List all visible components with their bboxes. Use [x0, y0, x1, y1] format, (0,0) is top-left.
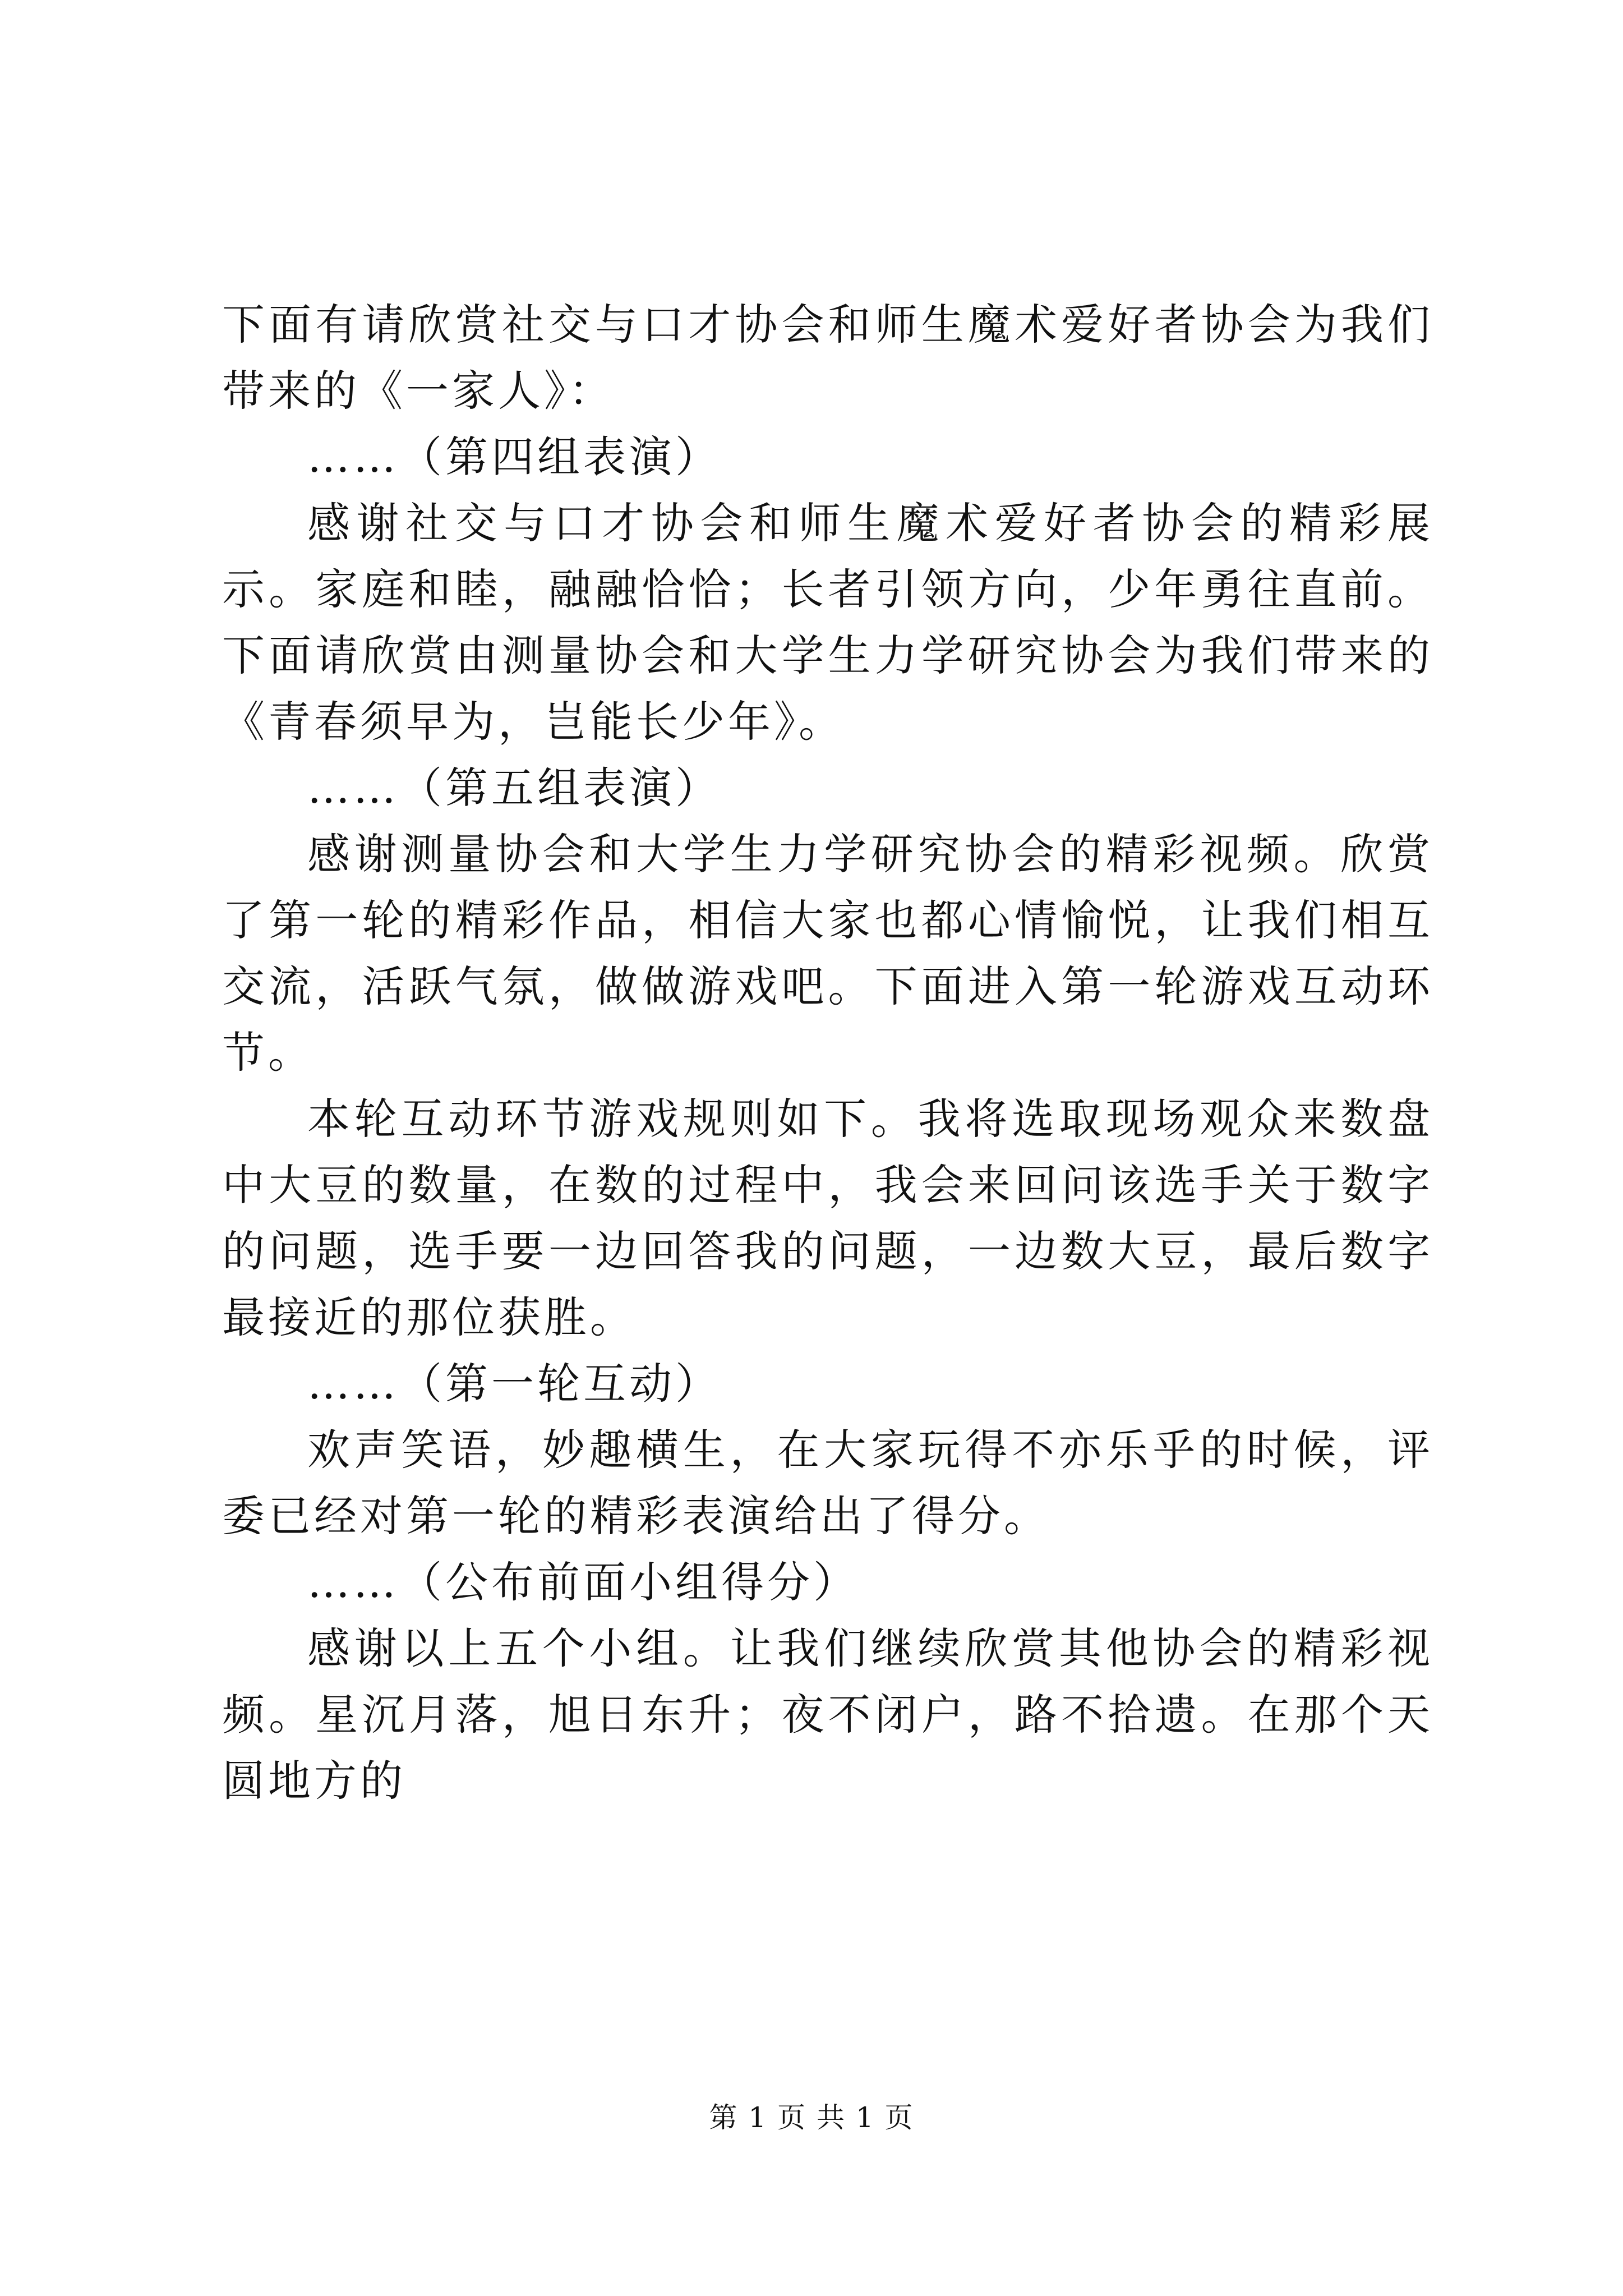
- page-footer: 第 1 页 共 1 页: [709, 2101, 914, 2134]
- document-body: [222, 292, 1433, 1814]
- paragraph-6: 本轮互动环节游戏规则如下。我将选取现场观众来数盘中大豆的数量，在数的过程中，我会来回问该选手关于数字的问题，选手要一边回答我的问题，一边数大豆，最后数字最接近的那位获胜。: [222, 1094, 1433, 1342]
- paragraph-1: 下面有请欣赏社交与口才协会和师生魔术爱好者协会为我们带来的《一家人》：: [222, 300, 1433, 416]
- paragraph-8: 欢声笑语，妙趣横生，在大家玩得不亦乐乎的时候，评委已经对第一轮的精彩表演给出了得分。: [222, 1425, 1433, 1541]
- paragraph-10: 感谢以上五个小组。让我们继续欣赏其他协会的精彩视频。星沉月落，旭日东升；夜不闭户，路不拾遗。在那个天圆地方的: [222, 1623, 1433, 1806]
- paragraph-5: 感谢测量协会和大学生力学研究协会的精彩视频。欣赏了第一轮的精彩作品，相信大家也都心情愉悦，让我们相互交流，活跃气氛，做做游戏吧。下面进入第一轮游戏互动环节。: [222, 829, 1433, 1078]
- paragraph-7: ……（第一轮互动）: [307, 1359, 721, 1409]
- paragraph-2: ……（第四组表演）: [307, 432, 721, 482]
- paragraph-4: ……（第五组表演）: [307, 763, 721, 813]
- paragraph-3: 感谢社交与口才协会和师生魔术爱好者协会的精彩展示。家庭和睦，融融恰恰；长者引领方向，少年勇往直前。下面请欣赏由测量协会和大学生力学研究协会为我们带来的《青春须早为，岂能长少年》。: [222, 498, 1433, 747]
- paragraph-9: ……（公布前面小组得分）: [307, 1557, 859, 1607]
